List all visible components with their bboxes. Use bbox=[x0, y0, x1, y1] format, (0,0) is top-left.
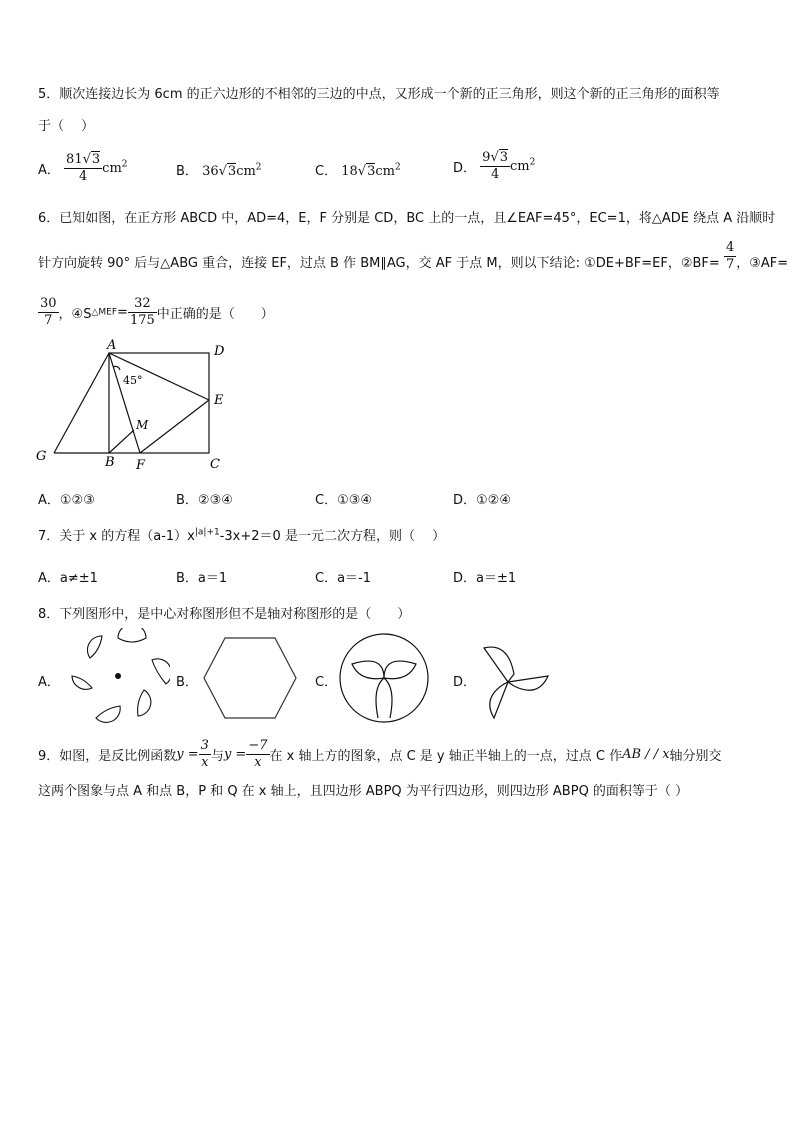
fraction-bf: $\frac{4}{7}$ bbox=[725, 240, 735, 272]
fraction: $\frac{9√3}{4}$ bbox=[482, 150, 509, 182]
q8-label-d[interactable]: D． bbox=[453, 675, 477, 690]
label-f: F bbox=[136, 458, 146, 473]
figure-hexagon-b bbox=[200, 634, 300, 722]
fraction-f2: $\frac{-7}{x}$ bbox=[248, 738, 268, 770]
fraction-f1: $\frac{3}{x}$ bbox=[200, 738, 209, 770]
q7-option-a[interactable]: A．a≠±1 bbox=[38, 571, 98, 586]
segment-ef bbox=[140, 400, 209, 453]
q8-label-a[interactable]: A． bbox=[38, 675, 60, 690]
q5-option-d[interactable]: D． $\frac{9√3}{4}$ $cm^2$ bbox=[453, 150, 536, 182]
q9-line2: 这两个图象与点 A 和点 B，P 和 Q 在 x 轴上，且四边形 ABPQ 为平行四边形，则四边形 ABPQ 的面积等于（ ） bbox=[38, 784, 689, 799]
segment-bm bbox=[109, 430, 134, 453]
q7-option-d[interactable]: D．a＝±1 bbox=[453, 571, 517, 586]
q8-label-b[interactable]: B． bbox=[176, 675, 198, 690]
label-m: M bbox=[136, 418, 149, 432]
label-b: B bbox=[105, 455, 115, 470]
q6-option-d[interactable]: D．①②④ bbox=[453, 493, 511, 508]
option-label: A． bbox=[38, 163, 60, 178]
segment-ag bbox=[54, 353, 109, 453]
q5-option-c[interactable]: C． $18√3cm^2$ bbox=[315, 162, 401, 179]
q6-option-b[interactable]: B．②③④ bbox=[176, 493, 233, 508]
label-a: A bbox=[107, 338, 117, 353]
square-figure bbox=[30, 336, 240, 476]
label-g: G bbox=[36, 449, 47, 464]
fraction: $\frac{81√3}{4}$ bbox=[66, 152, 101, 184]
label-c: C bbox=[210, 457, 220, 472]
label-d: D bbox=[214, 344, 225, 359]
q7-option-c[interactable]: C．a＝-1 bbox=[315, 571, 372, 586]
q5-option-a[interactable]: A． $\frac{81√3}{4}$ $cm^2$ bbox=[38, 152, 128, 184]
fraction-af: $\frac{30}{7}$ bbox=[40, 296, 57, 328]
q9-line1: 9．如图，是反比例函数y = $\frac{3}{x}$ 与y = $\frac{-7}{x}$ 在 x 轴上方的图象，点 C 是 y 轴正半轴上的一点，过点 C 作AB / / x轴分别交 bbox=[38, 738, 722, 770]
q8-text: 8．下列图形中，是中心对称图形但不是轴对称图形的是（ ） bbox=[38, 607, 411, 622]
q5-line2: 于（ ） bbox=[38, 119, 95, 134]
figure-circle-c bbox=[338, 632, 430, 724]
q5-option-b[interactable]: B． $36√3cm^2$ bbox=[176, 162, 262, 179]
q7-text: 7．关于 x 的方程$(a-1)x^{|a|+1}-3x+2=0$ 是一元二次方程，则（ ） bbox=[38, 527, 446, 544]
q6-line3: $\frac{30}{7}$ ，④S△MEF= $\frac{32}{175}$ 中正确的是（ ） bbox=[40, 296, 274, 328]
q6-option-c[interactable]: C．①③④ bbox=[315, 493, 373, 508]
label-angle: 45° bbox=[123, 374, 143, 387]
fraction-s: $\frac{32}{175}$ bbox=[129, 296, 155, 328]
q7-option-b[interactable]: B．a＝1 bbox=[176, 571, 228, 586]
q6-line1: 6．已知如图，在正方形 ABCD 中，AD=4，E，F 分别是 CD，BC 上的一点，且∠EAF=45°，EC=1，将△ADE 绕点 A 沿顺时 bbox=[38, 211, 776, 226]
figure-pinwheel-a bbox=[66, 628, 170, 724]
q6-option-a[interactable]: A．①②③ bbox=[38, 493, 95, 508]
label-e: E bbox=[214, 393, 224, 408]
q6-line2: 针方向旋转 90° 后与△ABG 重合，连接 EF，过点 B 作 BM∥AG，交 AF 于点 M，则以下结论: ①DE+BF=EF，②BF= $\frac{4}{7}$ ，③AF= bbox=[38, 240, 789, 272]
q8-label-c[interactable]: C． bbox=[315, 675, 338, 690]
q5-line1: 5．顺次连接边长为 6cm 的正六边形的不相邻的三边的中点，又形成一个新的正三角形，则这个新的正三角形的面积等 bbox=[38, 87, 720, 102]
figure-propeller-d bbox=[478, 638, 554, 722]
